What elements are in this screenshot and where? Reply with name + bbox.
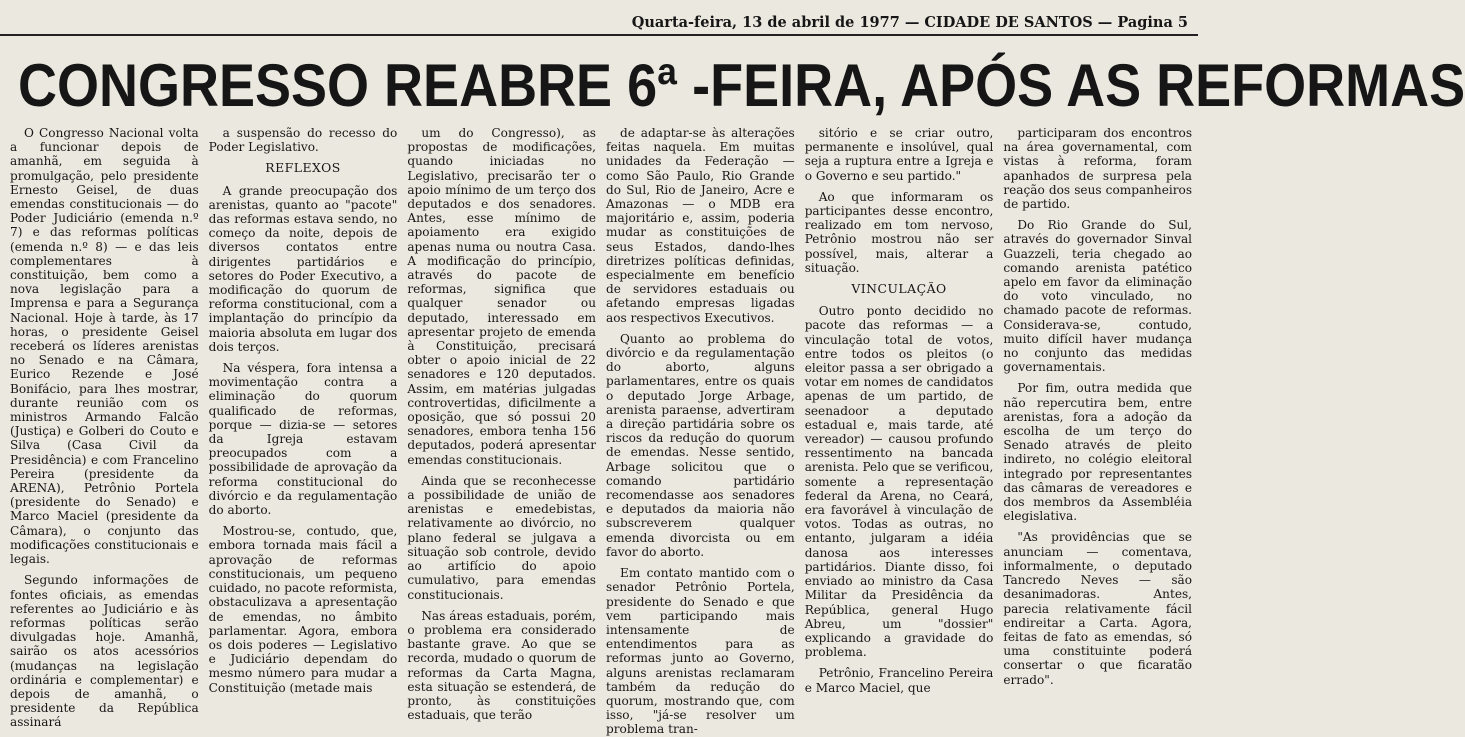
paragraph: Em contato mantido com o senador Petrônio Portela, presidente do Senado e que vem participando mais intensamente de entendimentos para as reformas junto ao Governo, alguns arenistas reclamaram também da redução do quorum, mostrando que, com isso, "já-se resolver um problema tran- — [606, 566, 795, 737]
article-column — [1003, 126, 1193, 687]
paragraph: A grande preocupação dos arenistas, quanto ao "pacote" das reformas estava sendo, no começo da noite, depois de diversos contatos entre dirigentes partidários e setores do Poder Executivo, a modificação do quorum de reforma constitucional, com a implantação do princípio da maioria absoluta em lugar dos dois terços. — [208, 183, 398, 354]
paragraph: a suspensão do recesso do Poder Legislativo. — [208, 126, 398, 155]
date-line: Quarta-feira, 13 de abril de 1977 — CIDADE DE SANTOS — Pagina 5 — [631, 14, 1188, 31]
paragraph: Por fim, outra medida que não repercutira bem, entre arenistas, fora a adoção da escolha de um terço do Senado através de pleito indireto, no colégio eleitoral integrado por representantes das câmaras de vereadores e dos membros da Assembléia elegislativa. — [1003, 381, 1193, 524]
paragraph: Outro ponto decidido no pacote das reformas — a vinculação total de votos, entre todos os pleitos (o eleitor passa a ser obrigado a votar em nomes de candidatos apenas de um partido, de seenadoor a deputado estadual e, mais tarde, até vereador) — causou profundo ressentimento na bancada arenista. Pelo que se verificou, somente a representação federal da Arena, no Ceará, era favorável à vinculação de votos. Todas as outras, no entanto, julgaram a idéia danosa aos interesses partidários. Diante disso, foi enviado ao ministro da Casa Militar da Presidência da República, general Hugo Abreu, um "dossier" explicando a gravidade do problema. — [804, 304, 994, 660]
paragraph: Na véspera, fora intensa a movimentação contra a eliminação do quorum qualificado de reformas, porque — dizia-se — setores da Igreja estavam preocupados com a possibilidade de aprovação da reforma constitucional do divórcio e da regulamentação do aborto. — [208, 361, 398, 518]
paragraph: um do Congresso), as propostas de modificações, quando iniciadas no Legislativo, precisarão ter o apoio mínimo de um terço dos deputados e dos senadores. Antes, esse mínimo de apoiamento era exigido apenas numa ou noutra Casa. A modificação do princípio, através do pacote de reformas, significa que qualquer senador ou deputado, interessado em apresentar projeto de emenda à Constituição, precisará obter o apoio inicial de 22 senadores e 120 deputados. Assim, em matérias julgadas controvertidas, dificilmente a oposição, que só possui 20 senadores, embora tenha 156 deputados, poderá apresentar emendas constitucionais. — [407, 126, 597, 467]
header-rule — [0, 34, 1198, 36]
paragraph: Mostrou-se, contudo, que, embora tornada mais fácil a aprovação de reformas constitucionais, um pequeno cuidado, no pacote reformista, obstaculizava a apresentação de emendas, no âmbito parlamentar. Agora, embora os dois poderes — Legislativo e Judiciário dependam do mesmo número para mudar a Constituição (metade mais — [208, 524, 398, 695]
paragraph: Segundo informações de fontes oficiais, as emendas referentes ao Judiciário e às reformas políticas serão divulgadas hoje. Amanhã, sairão os atos acessórios (mudanças na legislação ordinária e complementar) e depois de amanhã, o presidente da República assinará — [10, 573, 199, 730]
paragraph: sitório e se criar outro, permanente e insolúvel, qual seja a ruptura entre a Igreja e o Governo e seu partido." — [804, 126, 994, 183]
paragraph: Petrônio, Francelino Pereira e Marco Maciel, que — [804, 666, 994, 695]
paragraph: Ainda que se reconhecesse a possibilidade de união de arenistas e emedebistas, relativamente ao divórcio, no plano federal se julgava a situação sob controle, devido ao artifício do apoio cumulativo, para emendas constitucionais. — [407, 473, 597, 602]
section-heading: REFLEXOS — [265, 160, 341, 176]
article-column — [208, 126, 398, 695]
article-column — [804, 126, 994, 695]
article-column — [407, 126, 597, 723]
paragraph: participaram dos encontros na área governamental, com vistas à reforma, foram apanhados de surpresa pela reação dos seus companheiros de partido. — [1003, 126, 1193, 212]
section-heading: VINCULAÇÃO — [851, 281, 947, 297]
article-column — [606, 126, 795, 737]
article-column — [10, 126, 199, 730]
paragraph: Do Rio Grande do Sul, através do governador Sinval Guazzeli, teria chegado ao comando arenista patético apelo em favor da eliminação do voto vinculado, no chamado pacote de reformas. Considerava-se, contudo, muito difícil haver mudança no conjunto das medidas governamentais. — [1003, 218, 1193, 375]
paragraph: de adaptar-se às alterações feitas naquela. Em muitas unidades da Federação — como São Paulo, Rio Grande do Sul, Rio de Janeiro, Acre e Amazonas — o MDB era majoritário e, assim, poderia mudar as constituições de seus Estados, dando-lhes diretrizes políticas definidas, especialmente em benefício de servidores estaduais ou afetando empresas ligadas aos respectivos Executivos. — [606, 126, 795, 325]
paragraph: Quanto ao problema do divórcio e da regulamentação do aborto, alguns parlamentares, entre os quais o deputado Jorge Arbage, arenista paraense, advertiram a direção partidária sobre os riscos da redução do quorum de emendas. Nesse sentido, Arbage solicitou que o comando partidário recomendasse aos senadores e deputados da maioria não subscreverem qualquer emenda divorcista ou em favor do aborto. — [606, 331, 795, 559]
headline: CONGRESSO REABRE 6ª -FEIRA, APÓS AS REFORMAS — [18, 52, 1465, 120]
paragraph: "As providências que se anunciam — comentava, informalmente, o deputado Tancredo Neves — são desanimadoras. Antes, parecia relativamente fácil endireitar a Carta. Agora, feitas de fato as emendas, só uma constituinte poderá consertar o que ficaratão errado". — [1003, 530, 1193, 687]
article-columns — [10, 126, 1193, 737]
paragraph: O Congresso Nacional volta a funcionar depois de amanhã, em seguida à promulgação, pelo presidente Ernesto Geisel, de duas emendas constitucionais — do Poder Judiciário (emenda n.º 7) e das reformas políticas (emenda n.º 8) — e das leis complementares à constituição, bem como a nova legislação para a Imprensa e para a Segurança Nacional. Hoje à tarde, às 17 horas, o presidente Geisel receberá os líderes arenistas no Senado e na Câmara, Eurico Rezende e José Bonifácio, para lhes mostrar, durante reunião com os ministros Armando Falcão (Justiça) e Golberi do Couto e Silva (Casa Civil da Presidência) e com Francelino Pereira (presidente da ARENA), Petrônio Portela (presidente do Senado) e Marco Maciel (presidente da Câmara), o conjunto das modificações constitucionais e legais. — [10, 126, 199, 567]
paragraph: Nas áreas estaduais, porém, o problema era considerado bastante grave. Ao que se recorda, mudado o quorum de reformas da Carta Magna, esta situação se estenderá, de pronto, às constituições estaduais, que terão — [407, 608, 597, 723]
paragraph: Ao que informaram os participantes desse encontro, realizado em tom nervoso, Petrônio mostrou não ser possível, mais, alterar a situação. — [804, 189, 994, 275]
